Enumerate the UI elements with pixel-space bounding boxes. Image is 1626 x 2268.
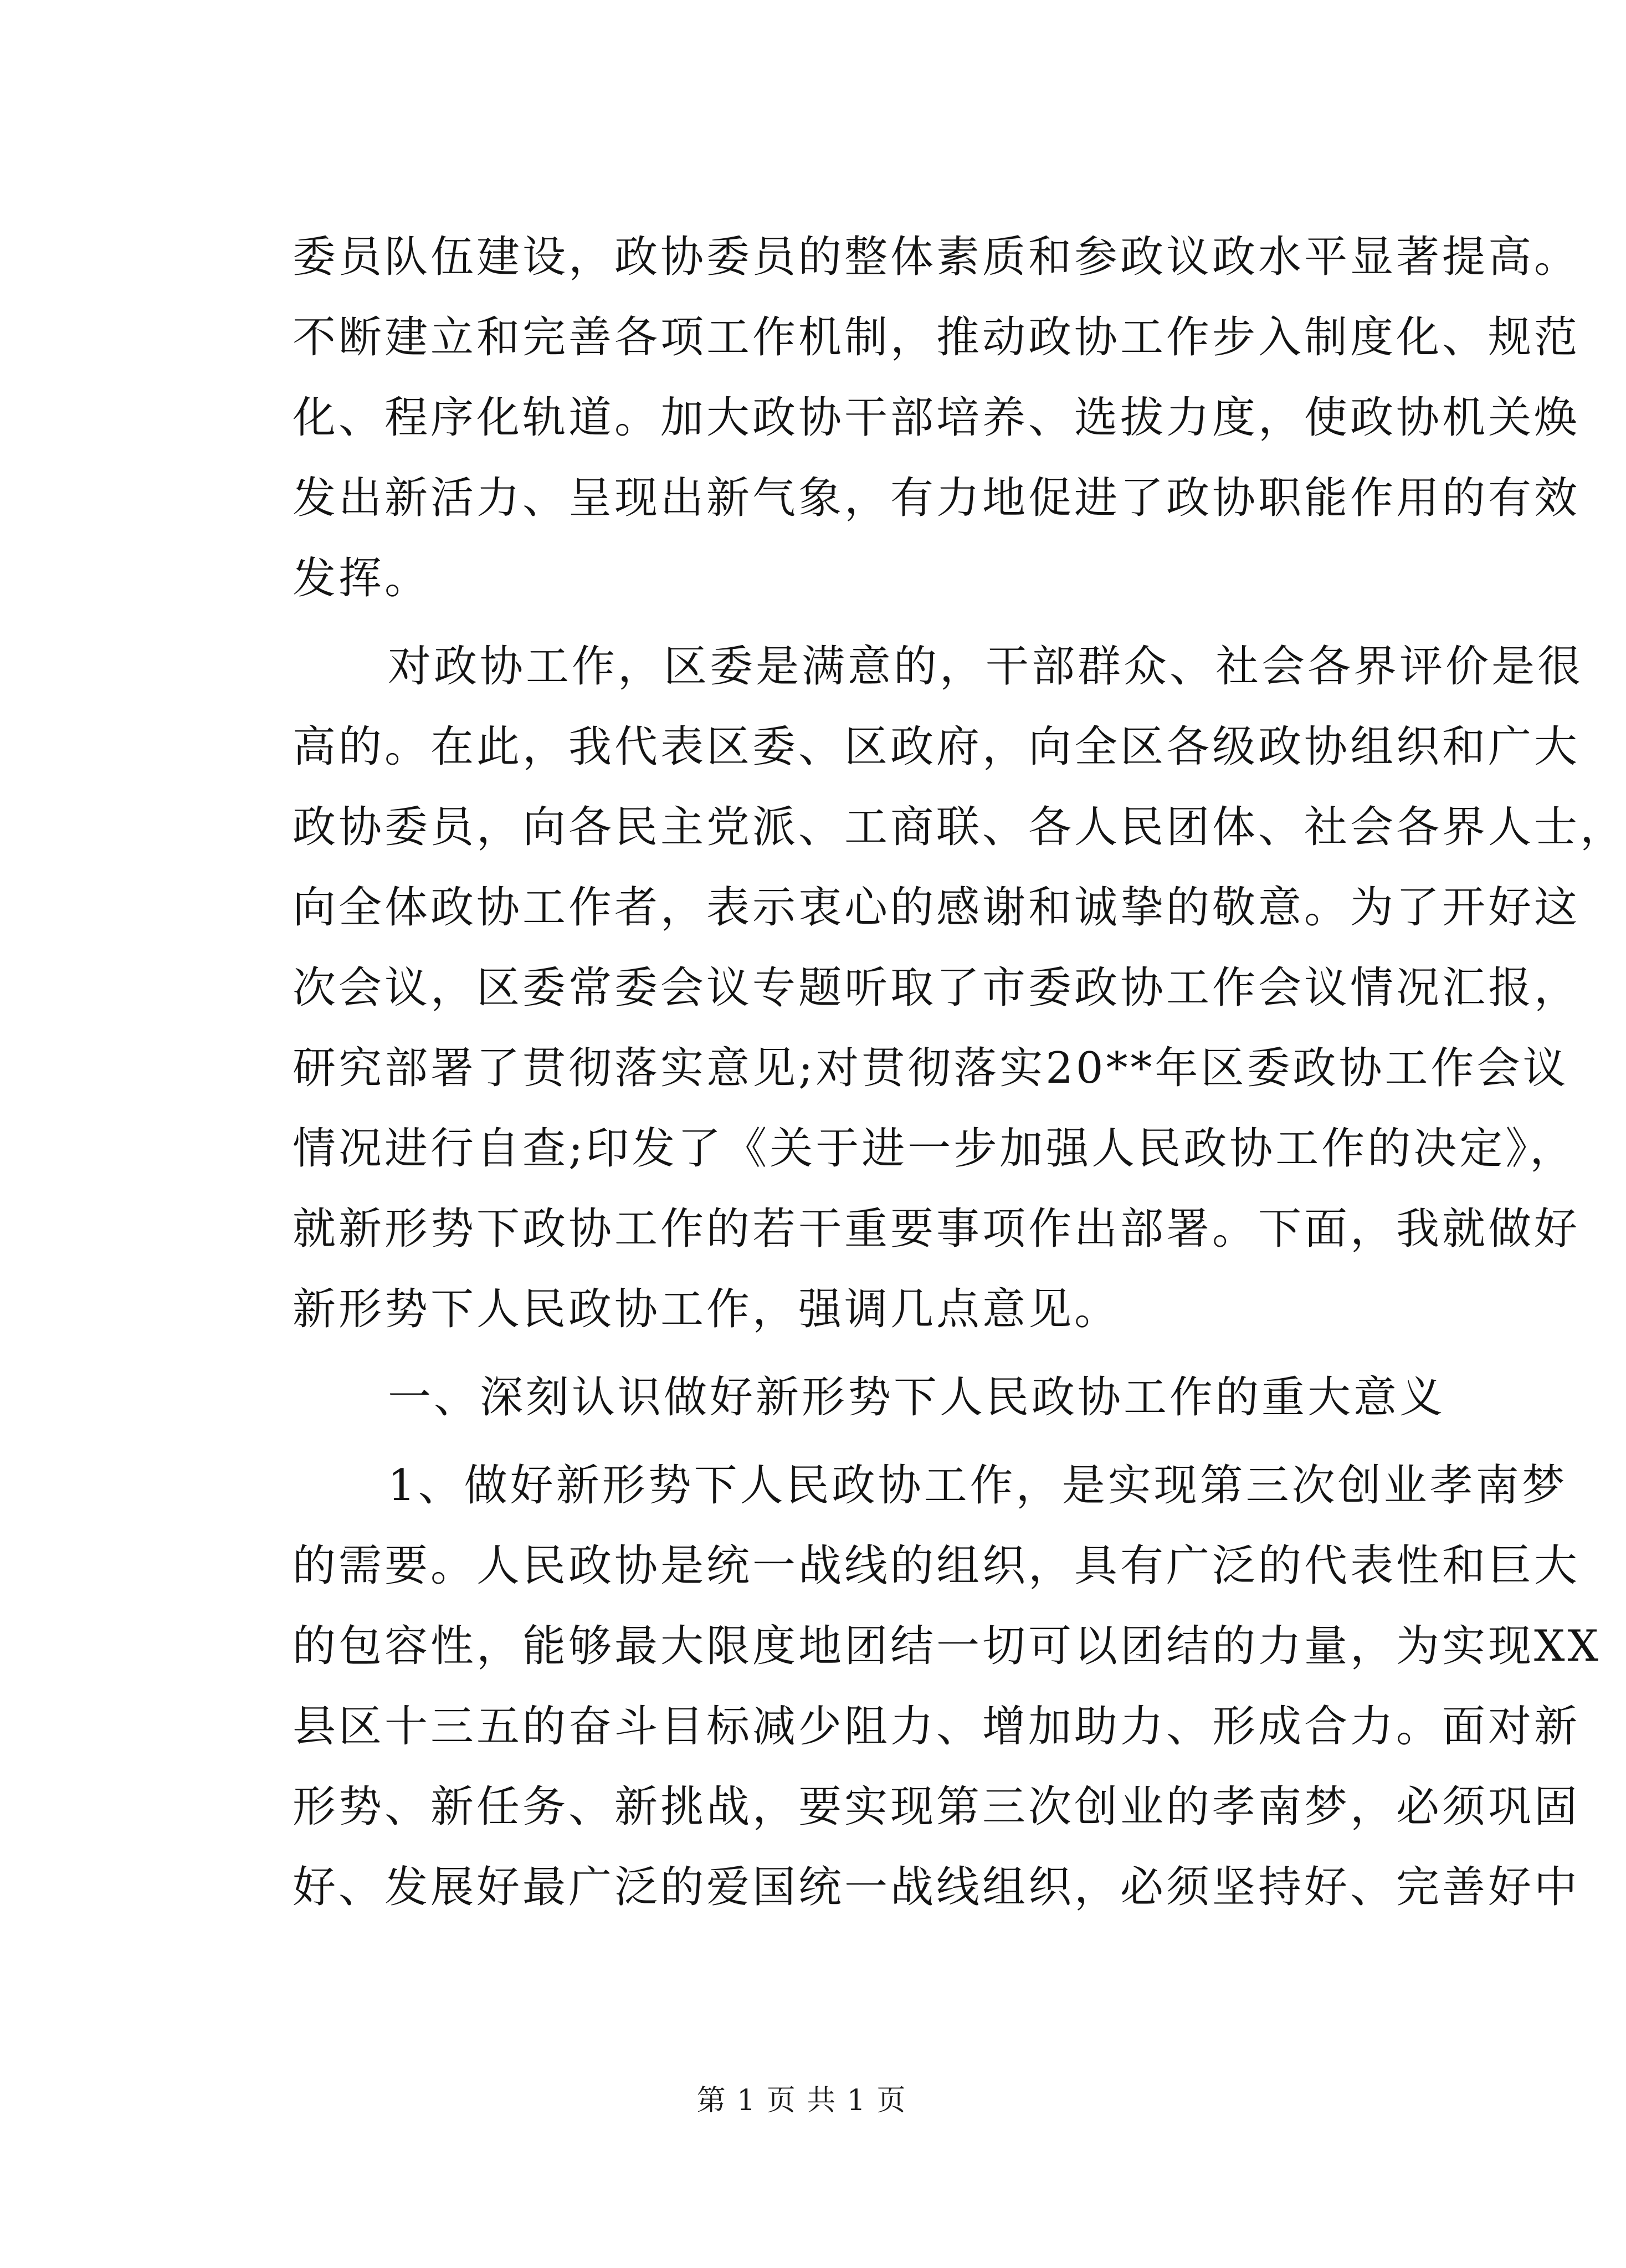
- text-line: 发挥。: [293, 554, 431, 603]
- text-line: 政协委员，向各民主党派、工商联、各人民团体、社会各界人士，: [293, 802, 1626, 852]
- text-line: 情况进行自查;印发了《关于进一步加强人民政协工作的决定》，: [293, 1124, 1576, 1174]
- text-line: 对政协工作，区委是满意的，干部群众、社会各界评价是很: [388, 642, 1584, 692]
- text-line: 1、做好新形势下人民政协工作，是实现第三次创业孝南梦: [388, 1461, 1568, 1511]
- paragraph-spacer: [293, 1350, 1401, 1358]
- paragraph: [293, 217, 1581, 619]
- text-line: 县区十三五的奋斗目标减少阻力、增加助力、形成合力。面对新: [293, 1702, 1581, 1752]
- document-body: [293, 217, 1626, 1928]
- text-line: 向全体政协工作者，表示衷心的感谢和诚挚的敬意。为了开好这: [293, 883, 1581, 933]
- text-line: 化、程序化轨道。加大政协干部培养、选拔力度，使政协机关焕: [293, 393, 1581, 443]
- text-line: 的包容性，能够最大限度地团结一切可以团结的力量，为实现XX: [293, 1621, 1602, 1671]
- text-line: 研究部署了贯彻落实意见;对贯彻落实20**年区委政协工作会议: [293, 1043, 1569, 1093]
- text-line: 就新形势下政协工作的若干重要事项作出部署。下面，我就做好: [293, 1204, 1581, 1254]
- heading-line: 一、深刻认识做好新形势下人民政协工作的重大意义: [388, 1373, 1446, 1422]
- text-line: 发出新活力、呈现出新气象，有力地促进了政协职能作用的有效: [293, 473, 1581, 523]
- text-line: 高的。在此，我代表区委、区政府，向全区各级政协组织和广大: [293, 722, 1581, 772]
- paragraph-spacer: [293, 1438, 1401, 1446]
- page-number-footer: 第 1 页 共 1 页: [696, 2084, 907, 2117]
- paragraph-spacer: [293, 619, 1401, 627]
- paragraph: [293, 627, 1626, 1350]
- text-line: 新形势下人民政协工作，强调几点意见。: [293, 1284, 1121, 1334]
- text-line: 的需要。人民政协是统一战线的组织，具有广泛的代表性和巨大: [293, 1541, 1581, 1591]
- section-heading: [293, 1358, 1446, 1438]
- text-line: 不断建立和完善各项工作机制，推动政协工作步入制度化、规范: [293, 313, 1581, 362]
- text-line: 次会议，区委常委会议专题听取了市委政协工作会议情况汇报，: [293, 963, 1581, 1013]
- text-line: 好、发展好最广泛的爱国统一战线组织，必须坚持好、完善好中: [293, 1862, 1581, 1912]
- text-line: 委员队伍建设，政协委员的整体素质和参政议政水平显著提高。: [293, 232, 1581, 282]
- text-line: 形势、新任务、新挑战，要实现第三次创业的孝南梦，必须巩固: [293, 1782, 1581, 1832]
- paragraph: [293, 1446, 1602, 1928]
